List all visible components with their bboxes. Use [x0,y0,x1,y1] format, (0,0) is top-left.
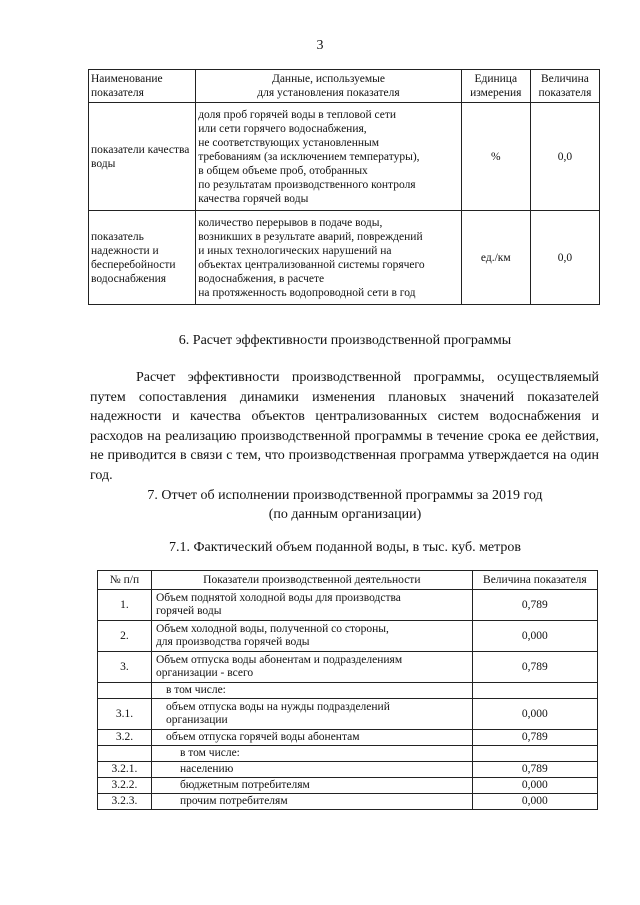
section-7-1-title: 7.1. Фактический объем поданной воды, в тыс. куб. метров [168,540,522,555]
section-7-title: 7. Отчет об исполнении производственной программы за 2019 год [147,488,543,503]
section-6-title: 6. Расчет эффективности производственной программы [178,333,512,348]
page-number: 3 [316,38,324,53]
row-value: 0,000 [472,699,597,730]
indicator-name: показатели качества воды [89,103,196,211]
row-description: в том числе: [151,746,472,762]
header-number: № п/п [98,571,152,590]
indicator-data: доля проб горячей воды в тепловой сети или сети горячего водоснабжения, не соответствующих установленным требованиям (за исключением температуры), в общем объеме проб, отобранных по результатам производственного контроля качества горячей воды [196,103,462,211]
table-row [89,211,600,305]
row-number: 3.2. [98,730,152,746]
row-value [472,683,597,699]
table-row [98,730,598,746]
row-number: 3.1. [98,699,152,730]
indicator-name: показатель надежности и бесперебойности водоснабжения [89,211,196,305]
table-row [98,621,598,652]
row-description: прочим потребителям [151,794,472,810]
row-description: в том числе: [151,683,472,699]
row-value [472,746,597,762]
table-row [98,683,598,699]
header-value: Величина показателя [530,70,599,103]
section-7-subtitle: (по данным организации) [268,507,422,522]
row-number: 3. [98,652,152,683]
row-description: Объем отпуска воды абонентам и подразделениям организации - всего [151,652,472,683]
row-number: 3.2.1. [98,762,152,778]
row-description: населению [151,762,472,778]
section-6-text: Расчет эффективности производственной программы, осуществляемый путем сопоставления динамики изменения плановых значений показателей надежности и качества объектов централизованных систем водоснабжения и расходов на реализацию производственной программы в течение срока ее действия, не приводится в связи с тем, что производственная программа утверждается на один год. [90,370,599,483]
table-row [98,699,598,730]
row-value: 0,000 [472,621,597,652]
header-indicator-name: Наименование показателя [89,70,196,103]
header-value: Величина показателя [472,571,597,590]
row-description: объем отпуска горячей воды абонентам [151,730,472,746]
table-header-row [89,70,600,103]
indicator-value: 0,0 [530,103,599,211]
row-number [98,683,152,699]
row-value: 0,000 [472,794,597,810]
table-row [98,778,598,794]
table-header-row [98,571,598,590]
row-description: объем отпуска воды на нужды подразделений организации [151,699,472,730]
row-value: 0,000 [472,778,597,794]
header-data-used: Данные, используемые для установления показателя [196,70,462,103]
row-description: Объем холодной воды, полученной со стороны, для производства горячей воды [151,621,472,652]
table-row [98,652,598,683]
table-row [98,794,598,810]
indicator-value: 0,0 [530,211,599,305]
row-description: бюджетным потребителям [151,778,472,794]
row-value: 0,789 [472,590,597,621]
table-row [98,746,598,762]
row-value: 0,789 [472,762,597,778]
indicators-table [88,69,600,305]
table-row [98,590,598,621]
row-number: 3.2.3. [98,794,152,810]
header-unit: Единица измерения [461,70,530,103]
row-number: 2. [98,621,152,652]
table-row [98,762,598,778]
row-number: 1. [98,590,152,621]
row-value: 0,789 [472,652,597,683]
indicator-unit: % [461,103,530,211]
indicator-unit: ед./км [461,211,530,305]
header-activity: Показатели производственной деятельности [151,571,472,590]
water-volume-table [97,570,598,810]
row-description: Объем поднятой холодной воды для производства горячей воды [151,590,472,621]
row-number [98,746,152,762]
indicator-data: количество перерывов в подаче воды, возникших в результате аварий, повреждений и иных технологических нарушений на объектах централизованной системы горячего водоснабжения, в расчете на протяженность водопроводной сети в год [196,211,462,305]
row-number: 3.2.2. [98,778,152,794]
table-row [89,103,600,211]
row-value: 0,789 [472,730,597,746]
